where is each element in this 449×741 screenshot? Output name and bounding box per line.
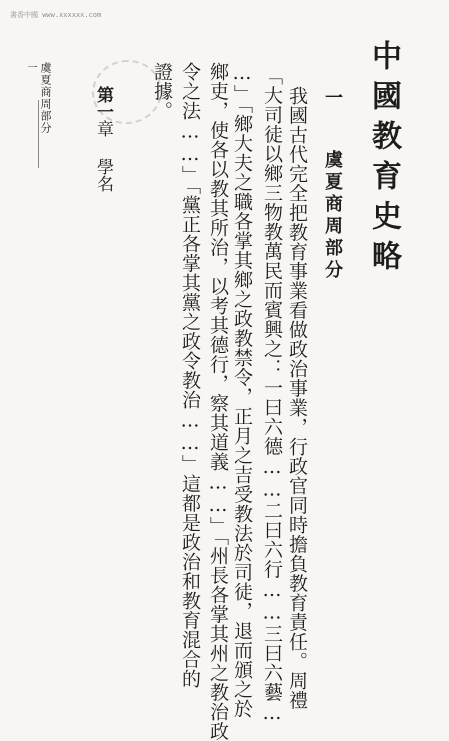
- body-line: 「大司徒以鄉三物教萬民而賓興之：一曰六德……二曰六行……三曰六藝…: [261, 66, 283, 725]
- chapter-label: 章: [93, 120, 113, 137]
- page-mark: 一: [25, 62, 36, 72]
- body-line: 令之法……」「黨正各掌其黨之政令教治……」這都是政治和教育混合的: [179, 62, 201, 689]
- chapter-title: 學名: [93, 158, 113, 192]
- section-number: 一: [322, 88, 343, 106]
- header-watermark: 書香中國 www.xxxxxx.com: [10, 11, 102, 19]
- body-line: 證據。: [151, 62, 173, 121]
- body-line: …」「鄉大夫之職各掌其鄉之政教禁令，正月之吉受教法於司徒，退而頒之於: [231, 62, 253, 719]
- body-line: 我國古代完全把教育事業看做政治事業，行政官同時擔負教育責任。周禮: [286, 86, 308, 710]
- running-head-rule: [38, 100, 39, 168]
- running-head: 虞夏商周部分: [39, 62, 52, 134]
- body-line: 鄉吏，使各以教其所治，以考其德行，察其道義……」「州長各掌其州之教治政: [207, 62, 229, 741]
- book-title: 中國教育史略: [366, 40, 401, 280]
- chapter-number: 第一: [93, 86, 113, 120]
- section-title: 虞夏商周部分: [322, 150, 343, 282]
